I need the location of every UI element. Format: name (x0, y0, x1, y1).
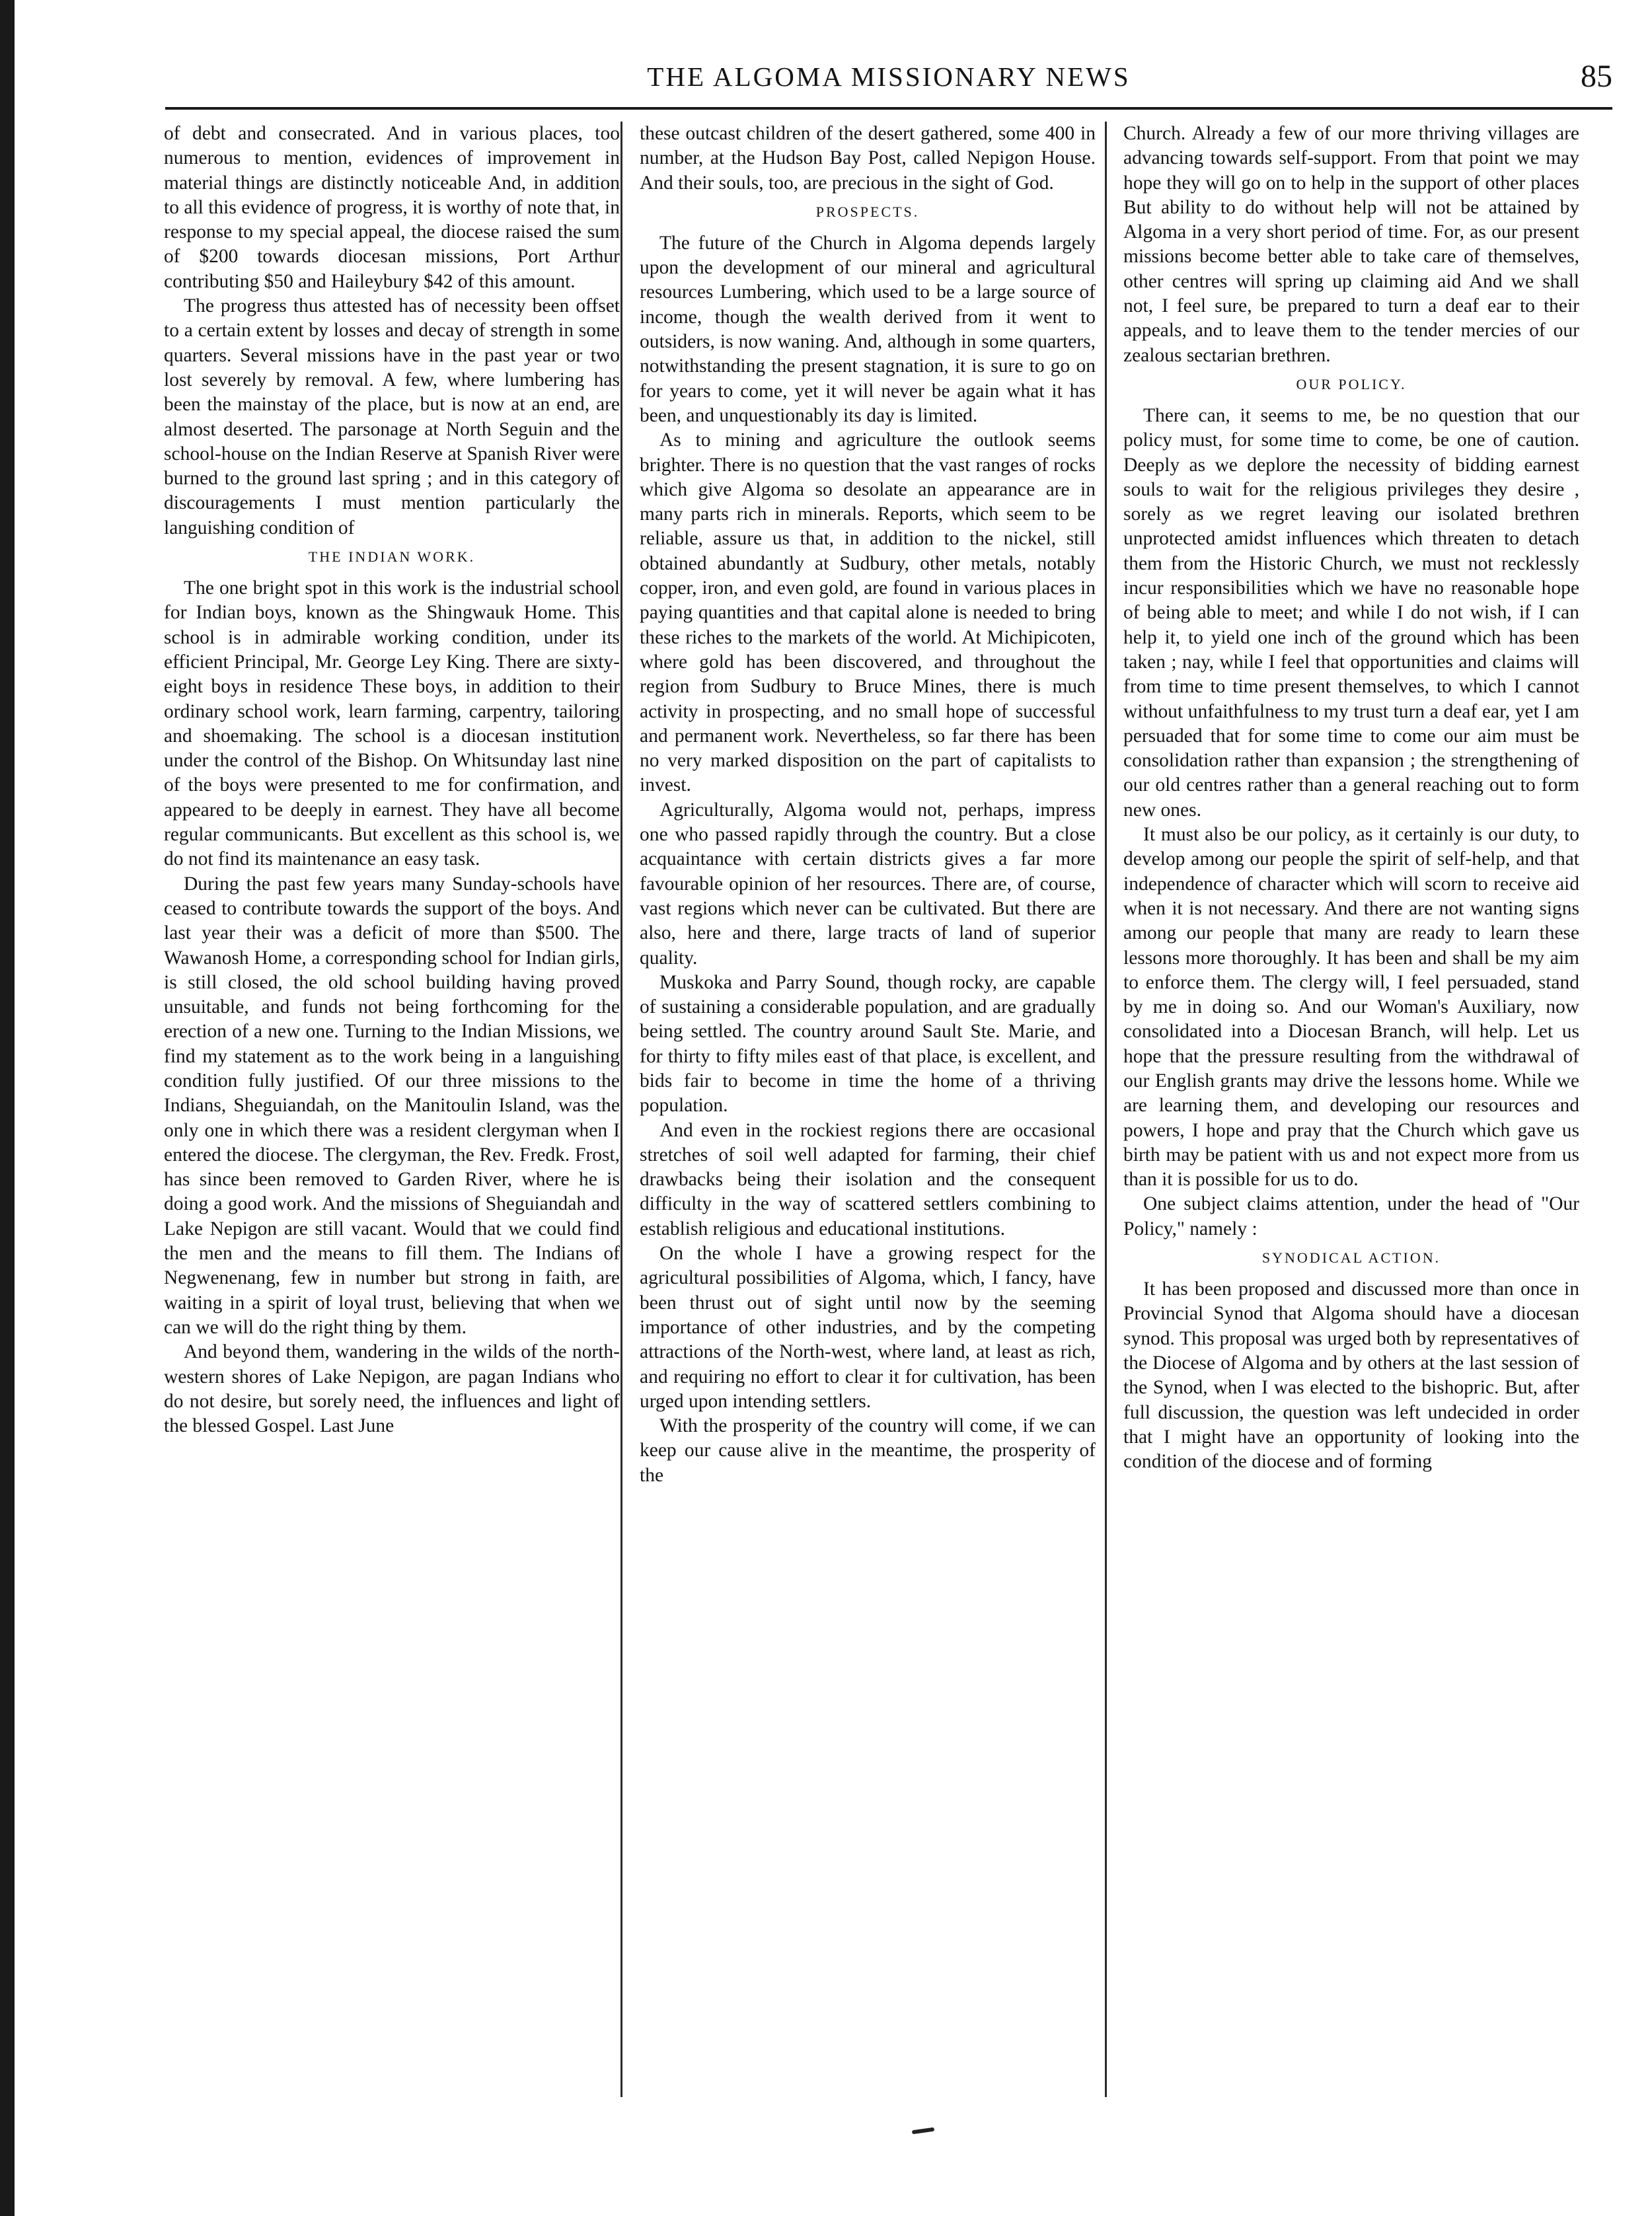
section-heading: OUR POLICY. (1296, 375, 1407, 392)
page-binding-edge (0, 0, 15, 2216)
paragraph: The future of the Church in Algoma depends largely upon the development of our mineral and agricultural resources Lumbering, which used to be a large source of income, though the wealth derived from it went to outsiders, is now waning. And, although in some quarters, notwithstanding the present stagnation, it is sure to go on for years to come, yet it will never be again what it has been, and unquestionably its day is limited. (640, 232, 1096, 426)
paragraph: There can, it seems to me, be no question that our policy must, for some time to come, be one of caution. Deeply as we deplore the necessity of bidding earnest souls to wait for the religious privileges they desire , sorely as we regret leaving our isolated brethren unprotected amidst influences which threaten to detach them from the Historic Church, we must not recklessly incur responsibilities which we have no reasonable hope of being able to meet; and while I do not wish, if I can help it, to yield one inch of the ground which has been taken ; nay, while I feel that opportunities and claims will from time to time present themselves, to which I cannot without unfaithfulness to my trust turn a deaf ear, yet I am persuaded that for some time to come our aim must be consolidation rather than expansion ; the strengthening of our old centres rather than a general reaching out to form new ones. (1123, 404, 1579, 821)
paragraph: One subject claims attention, under the head of "Our Policy," namely : (1123, 1193, 1579, 1239)
paragraph: It must also be our policy, as it certainly is our duty, to develop among our people the spirit of self-help, and that independence of character which will scorn to receive aid when it is not necessary. And there are not wanting signs among our people that many are ready to learn these lessons more thoroughly. It has been and shall be my aim to enforce them. The clergy will, I feel persuaded, stand by me in doing so. And our Woman's Auxiliary, now consolidated into a Diocesan Branch, will help. Let us hope that the pressure resulting from the withdrawal of our English grants may drive the lessons home. While we are learning them, and developing our resources and powers, I hope and pray that the Church which gave us birth may be patient with us and not expect more from us than it is possible for us to do. (1123, 824, 1579, 1191)
paragraph: these outcast children of the desert gathered, some 400 in number, at the Hudson Bay Post, called Nepigon House. And their souls, too, are precious in the sight of God. (640, 123, 1096, 194)
paragraph: Church. Already a few of our more thriving villages are advancing towards self-support. From that point we may hope they will go on to help in the support of other places But ability to do without help will not be attained by Algoma in a very short period of time. For, as our present missions become better able to take care of themselves, other centres will spring up claiming aid And we shall not, I feel sure, be prepared to turn a deaf ear to their appeals, and to leave them to the tender mercies of our zealous sectarian brethren. (1123, 123, 1579, 366)
running-head (165, 61, 1612, 102)
paragraph: of debt and consecrated. And in various places, too numerous to mention, evidences of improvement in material things are distinctly noticeable And, in addition to all this evidence of progress, it is worthy of note that, in response to my special appeal, the diocese raised the sum of $200 towards diocesan missions, Port Arthur contributing $50 and Haileybury $42 of this amount. (164, 123, 620, 292)
paragraph: The progress thus attested has of necessity been offset to a certain extent by losses and decay of strength in some quarters. Several missions have in the past year or two lost severely by removal. A few, where lumbering has been the mainstay of the place, but is now at an end, are almost deserted. The parsonage at North Seguin and the school-house on the Indian Reserve at Spanish River were burned to the ground last spring ; and in this category of discouragements I must mention particularly the languishing condition of (164, 295, 620, 538)
journal-title: THE ALGOMA MISSIONARY NEWS (647, 61, 1131, 92)
paragraph: On the whole I have a growing respect for the agricultural possibilities of Algoma, which, I fancy, have been thrust out of sight until now by the seeming importance of other industries, and by the competing attractions of the North-west, where land, at least as rich, and requiring no effort to clear it for cultivation, has been urged upon intending settlers. (640, 1243, 1096, 1412)
column-rule (620, 122, 622, 2097)
ink-mark (912, 2127, 935, 2135)
paragraph: It has been proposed and discussed more than once in Provincial Synod that Algoma should have a diocesan synod. This proposal was urged both by representatives of the Diocese of Algoma and by others at the last session of the Synod, when I was elected to the bishopric. But, after full discussion, the question was left undecided in order that I might have an opportunity of looking into the condition of the diocese and of forming (1123, 1278, 1579, 1473)
paragraph: As to mining and agriculture the outlook seems brighter. There is no question that the vast ranges of rocks which give Algoma so desolate an appearance are in many parts rich in minerals. Reports, which seem to be reliable, assure us that, in addition to the nickel, still obtained abundantly at Sudbury, other metals, notably copper, iron, and even gold, are found in various places in paying quantities and that capital alone is needed to bring these riches to the markets of the world. At Michipicoten, where gold has been discovered, and throughout the region from Sudbury to Bruce Mines, there is much activity in prospecting, and no small hope of successful and permanent work. Nevertheless, so far there has been no very marked disposition on the part of capitalists to invest. (640, 429, 1096, 796)
column-3 (1123, 122, 1579, 2104)
header-rule (165, 107, 1612, 110)
paragraph: During the past few years many Sunday-schools have ceased to contribute towards the support of the boys. And last year their was a deficit of more than $500. The Wawanosh Home, a corresponding school for Indian girls, is still closed, the old school building having proved unsuitable, and funds not being forthcoming for the erection of a new one. Turning to the Indian Missions, we find my statement as to the work being in a languishing condition fully justified. Of our three missions to the Indians, Sheguiandah, on the Manitoulin Island, was the only one in which there was a resident clergyman when I entered the diocese. The clergyman, the Rev. Fredk. Frost, has since been removed to Garden River, where he is doing a good work. And the missions of Sheguiandah and Lake Nepigon are still vacant. Would that we could find the men and the means to fill them. The Indians of Negwenenang, few in number but strong in faith, are waiting in a spirit of loyal trust, believing that when we can we will do the right thing by them. (164, 873, 620, 1338)
paragraph: With the prosperity of the country will come, if we can keep our cause alive in the meantime, the prosperity of the (640, 1415, 1096, 1486)
paragraph: Muskoka and Parry Sound, though rocky, are capable of sustaining a considerable population, and are gradually being settled. The country around Sault Ste. Marie, and for thirty to fifty miles east of that place, is excellent, and bids fair to become in time the home of a thriving population. (640, 971, 1096, 1117)
paragraph: And beyond them, wandering in the wilds of the north-western shores of Lake Nepigon, are pagan Indians who do not desire, but sorely need, the influences and light of the blessed Gospel. Last June (164, 1341, 620, 1437)
column-rule (1105, 122, 1107, 2097)
column-1 (164, 122, 620, 2104)
column-2 (640, 122, 1096, 2104)
section-heading: THE INDIAN WORK. (308, 548, 476, 566)
paragraph: And even in the rockiest regions there are occasional stretches of soil well adapted for farming, their chief drawbacks being their isolation and the consequent difficulty in the way of scattered settlers combining to establish religious and educational institutions. (640, 1119, 1096, 1239)
section-heading: PROSPECTS. (815, 203, 920, 220)
section-heading: SYNODICAL ACTION. (1261, 1249, 1441, 1267)
paragraph: Agriculturally, Algoma would not, perhaps, impress one who passed rapidly through the country. But a close acquaintance with certain districts gives a far more favourable opinion of her resources. There are, of course, vast regions which never can be cultivated. But there are also, here and there, large tracts of land of superior quality. (640, 799, 1096, 969)
paragraph: The one bright spot in this work is the industrial school for Indian boys, known as the Shingwauk Home. This school is in admirable working condition, under its efficient Principal, Mr. George Ley King. There are sixty-eight boys in residence These boys, in addition to their ordinary school work, learn farming, carpentry, tailoring and shoemaking. The school is a diocesan institution under the control of the Bishop. On Whitsunday last nine of the boys were presented to me for confirmation, and appeared to be deeply in earnest. They have all become regular communicants. But excellent as this school is, we do not find its maintenance an easy task. (164, 577, 620, 870)
page-number: 85 (1581, 59, 1612, 94)
